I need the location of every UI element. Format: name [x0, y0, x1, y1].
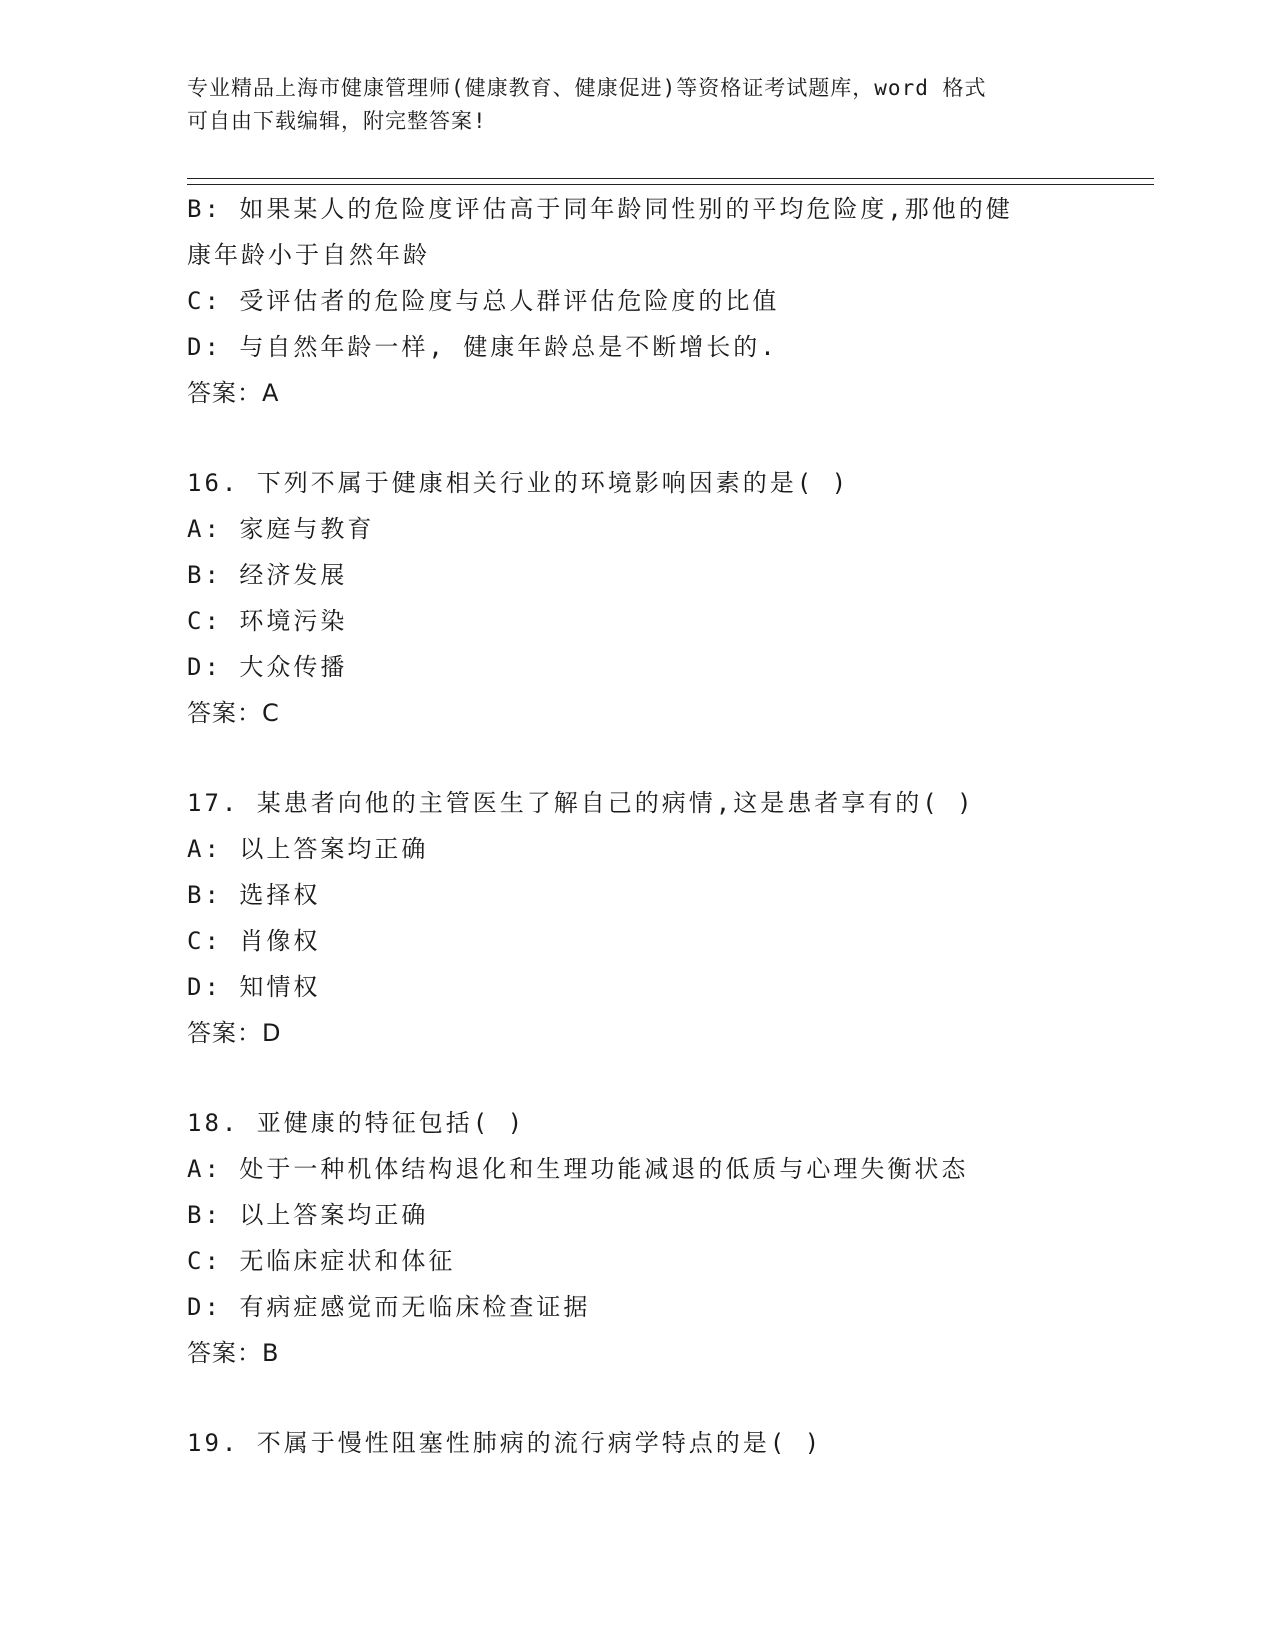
- option-d: D: 大众传播: [187, 653, 348, 681]
- header-line-1: 专业精品上海市健康管理师(健康教育、健康促进)等资格证考试题库，word 格式: [187, 76, 987, 100]
- option-c: C: 环境污染: [187, 607, 348, 635]
- option-c: C: 受评估者的危险度与总人群评估危险度的比值: [187, 287, 780, 315]
- answer-line: 答案：D: [187, 1019, 282, 1047]
- option-a: A: 家庭与教育: [187, 515, 375, 543]
- option-b: B: 选择权: [187, 881, 321, 909]
- question-17: [187, 780, 1087, 1056]
- answer-line: 答案：C: [187, 699, 280, 727]
- option-d: D: 知情权: [187, 973, 321, 1001]
- question-stem: 19. 不属于慢性阻塞性肺病的流行病学特点的是( ): [187, 1429, 823, 1457]
- header-rule-bottom: [187, 184, 1154, 185]
- header-line-2: 可自由下载编辑，附完整答案!: [187, 109, 487, 133]
- answer-line: 答案：A: [187, 379, 280, 407]
- option-b: B: 如果某人的危险度评估高于同年龄同性别的平均危险度,那他的健: [187, 195, 1013, 223]
- option-b: B: 以上答案均正确: [187, 1201, 429, 1229]
- option-c: C: 无临床症状和体征: [187, 1247, 456, 1275]
- question-16: [187, 460, 1087, 736]
- header-rule-top: [187, 178, 1154, 179]
- option-b-continued: 康年龄小于自然年龄: [187, 241, 430, 269]
- page-header: [187, 72, 1087, 138]
- answer-line: 答案：B: [187, 1339, 280, 1367]
- question-stem: 18. 亚健康的特征包括( ): [187, 1109, 526, 1137]
- option-c: C: 肖像权: [187, 927, 321, 955]
- option-a: A: 以上答案均正确: [187, 835, 429, 863]
- option-b: B: 经济发展: [187, 561, 348, 589]
- question-stem: 16. 下列不属于健康相关行业的环境影响因素的是( ): [187, 469, 850, 497]
- question-stem: 17. 某患者向他的主管医生了解自己的病情,这是患者享有的( ): [187, 789, 975, 817]
- question-content: [187, 186, 1087, 1466]
- question-19: [187, 1420, 1087, 1466]
- option-d: D: 与自然年龄一样, 健康年龄总是不断增长的.: [187, 333, 778, 361]
- option-a: A: 处于一种机体结构退化和生理功能减退的低质与心理失衡状态: [187, 1155, 969, 1183]
- question-18: [187, 1100, 1087, 1376]
- option-d: D: 有病症感觉而无临床检查证据: [187, 1293, 591, 1321]
- previous-question-tail: [187, 186, 1087, 416]
